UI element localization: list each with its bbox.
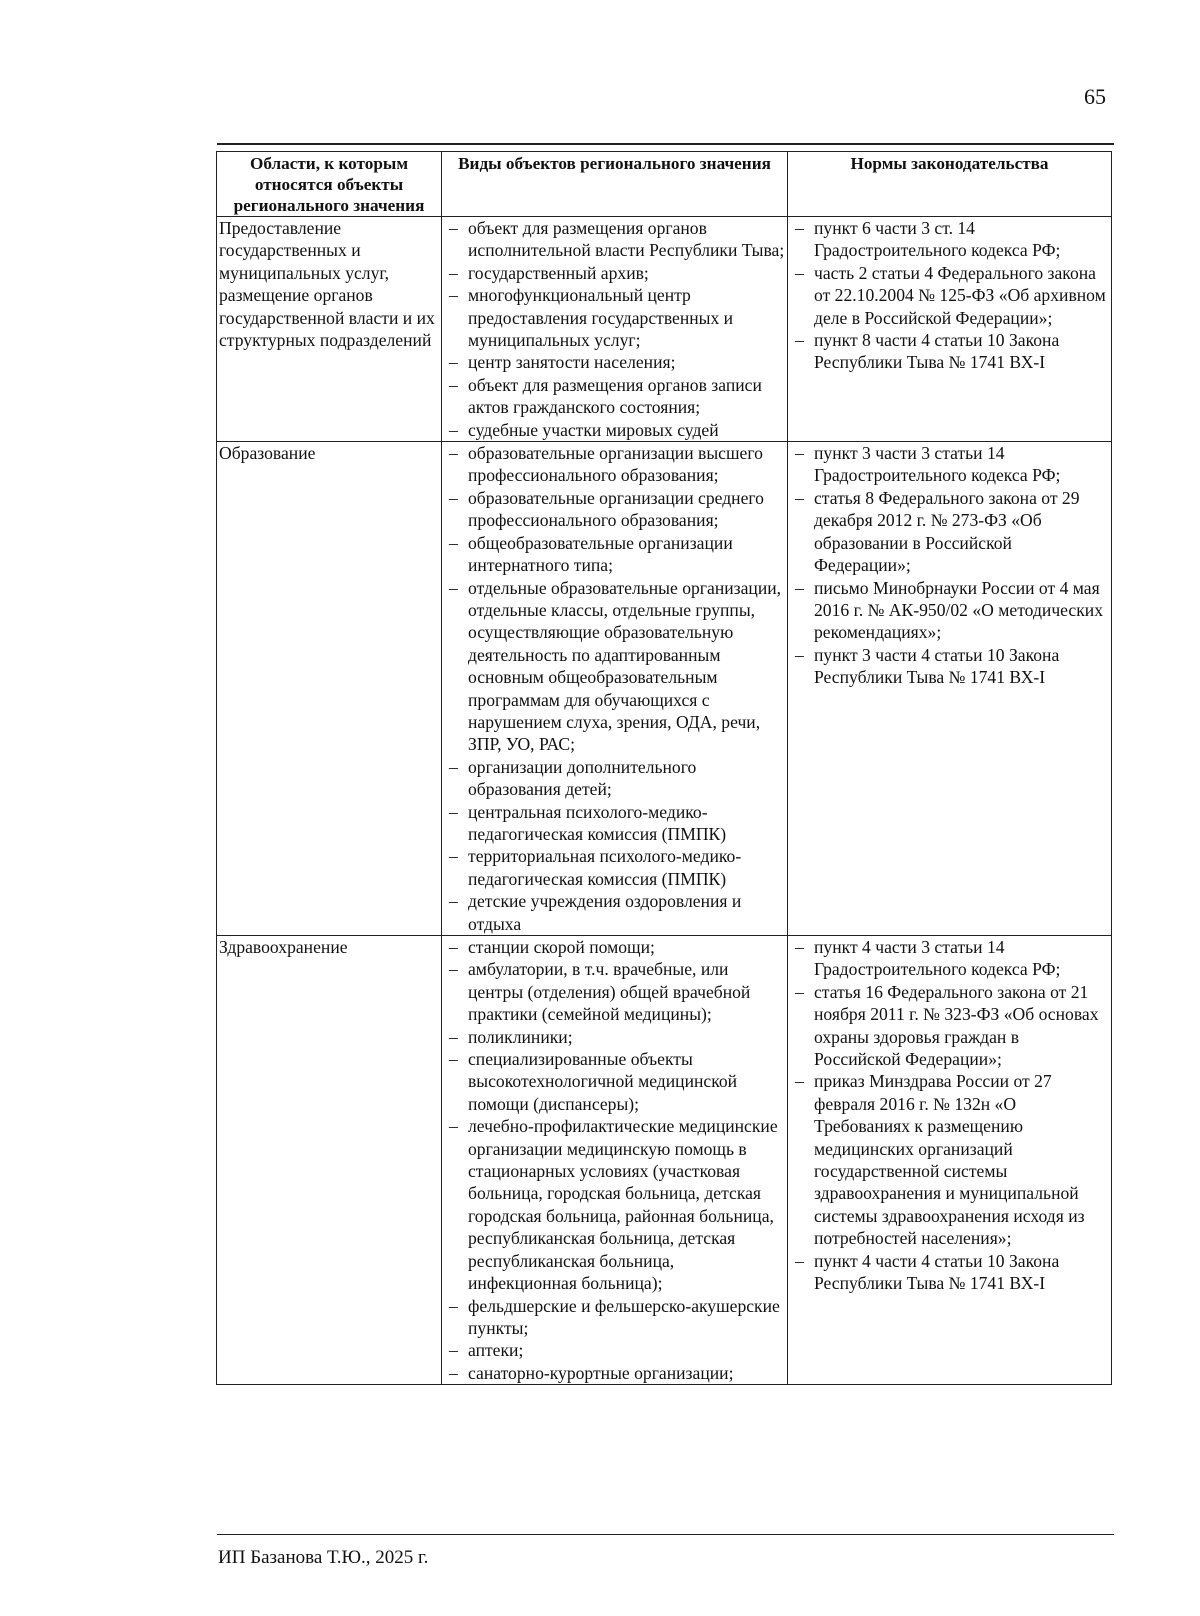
objects-cell [442, 936, 788, 1385]
norms-cell [788, 936, 1112, 1385]
list-item: – образовательные организации высшего профессионального образования; [444, 442, 785, 487]
list-item: – часть 2 статьи 4 Федерального закона от 22.10.2004 № 125-ФЗ «Об архивном деле в Российской Федерации»; [790, 262, 1109, 329]
list-item: – поликлиники; [444, 1026, 785, 1048]
list-item: – объект для размещения органов исполнительной власти Республики Тыва; [444, 217, 785, 262]
list-item: – статья 16 Федерального закона от 21 ноября 2011 г. № 323-ФЗ «Об основах охраны здоровья граждан в Российской Федерации»; [790, 981, 1109, 1071]
list-item: – пункт 8 части 4 статьи 10 Закона Республики Тыва № 1741 ВХ-I [790, 329, 1109, 374]
header-areas: Области, к которым относятся объекты регионального значения [217, 152, 442, 217]
objects-cell [442, 442, 788, 936]
table-row [217, 936, 1112, 1385]
area-cell: Образование [217, 442, 442, 936]
list-item: – лечебно-профилактические медицинские организации медицинскую помощь в стационарных условиях (участковая больница, городская больница, детская городская больница, районная больница, республиканская больница, детская республиканская больница, инфекционная больница); [444, 1115, 785, 1294]
list-item: – письмо Минобрнауки России от 4 мая 2016 г. № АК-950/02 «О методических рекомендациях»; [790, 577, 1109, 644]
area-cell: Здравоохранение [217, 936, 442, 1385]
area-cell: Предоставление государственных и муниципальных услуг, размещение органов государственной власти и их структурных подразделений [217, 217, 442, 442]
list-item: – образовательные организации среднего профессионального образования; [444, 487, 785, 532]
list-item: – детские учреждения оздоровления и отдыха [444, 890, 785, 935]
list-item: – организации дополнительного образования детей; [444, 756, 785, 801]
footer-text: ИП Базанова Т.Ю., 2025 г. [218, 1547, 429, 1568]
list-item: – объект для размещения органов записи актов гражданского состояния; [444, 374, 785, 419]
list-item: – специализированные объекты высокотехнологичной медицинской помощи (диспансеры); [444, 1048, 785, 1115]
list-item: – многофункциональный центр предоставления государственных и муниципальных услуг; [444, 284, 785, 351]
norms-cell [788, 217, 1112, 442]
list-item: – фельдшерские и фельшерско-акушерские пункты; [444, 1295, 785, 1340]
footer-rule [217, 1534, 1114, 1535]
list-item: – отдельные образовательные организации, отдельные классы, отдельные группы, осуществляющие образовательную деятельность по адаптированным основным общеобразовательным программам для обучающихся с нарушением слуха, зрения, ОДА, речи, ЗПР, УО, РАС; [444, 577, 785, 756]
list-item: – санаторно-курортные организации; [444, 1362, 785, 1384]
page-number: 65 [1084, 84, 1106, 109]
regional-objects-table [216, 151, 1112, 1385]
list-item: – аптеки; [444, 1339, 785, 1361]
table-row [217, 217, 1112, 442]
list-item: – пункт 4 части 4 статьи 10 Закона Республики Тыва № 1741 ВХ-I [790, 1250, 1109, 1295]
list-item: – амбулатории, в т.ч. врачебные, или центры (отделения) общей врачебной практики (семейной медицины); [444, 958, 785, 1025]
header-object-types: Виды объектов регионального значения [442, 152, 788, 217]
list-item: – судебные участки мировых судей [444, 419, 785, 441]
list-item: – пункт 3 части 4 статьи 10 Закона Республики Тыва № 1741 ВХ-I [790, 644, 1109, 689]
list-item: – государственный архив; [444, 262, 785, 284]
table-row [217, 442, 1112, 936]
list-item: – общеобразовательные организации интернатного типа; [444, 532, 785, 577]
list-item: – территориальная психолого-медико-педагогическая комиссия (ПМПК) [444, 845, 785, 890]
list-item: – пункт 4 части 3 статьи 14 Градостроительного кодекса РФ; [790, 936, 1109, 981]
table-header-row [217, 152, 1112, 217]
list-item: – статья 8 Федерального закона от 29 декабря 2012 г. № 273-ФЗ «Об образовании в Российской Федерации»; [790, 487, 1109, 577]
list-item: – центр занятости населения; [444, 351, 785, 373]
list-item: – центральная психолого-медико-педагогическая комиссия (ПМПК) [444, 801, 785, 846]
header-legal-norms: Нормы законодательства [788, 152, 1112, 217]
list-item: – станции скорой помощи; [444, 936, 785, 958]
list-item: – приказ Минздрава России от 27 февраля 2016 г. № 132н «О Требованиях к размещению медицинских организаций государственной системы здравоохранения и муниципальной системы здравоохранения исходя из потребностей населения»; [790, 1070, 1109, 1249]
top-rule [217, 143, 1114, 145]
list-item: – пункт 6 части 3 ст. 14 Градостроительного кодекса РФ; [790, 217, 1109, 262]
norms-cell [788, 442, 1112, 936]
list-item: – пункт 3 части 3 статьи 14 Градостроительного кодекса РФ; [790, 442, 1109, 487]
objects-cell [442, 217, 788, 442]
